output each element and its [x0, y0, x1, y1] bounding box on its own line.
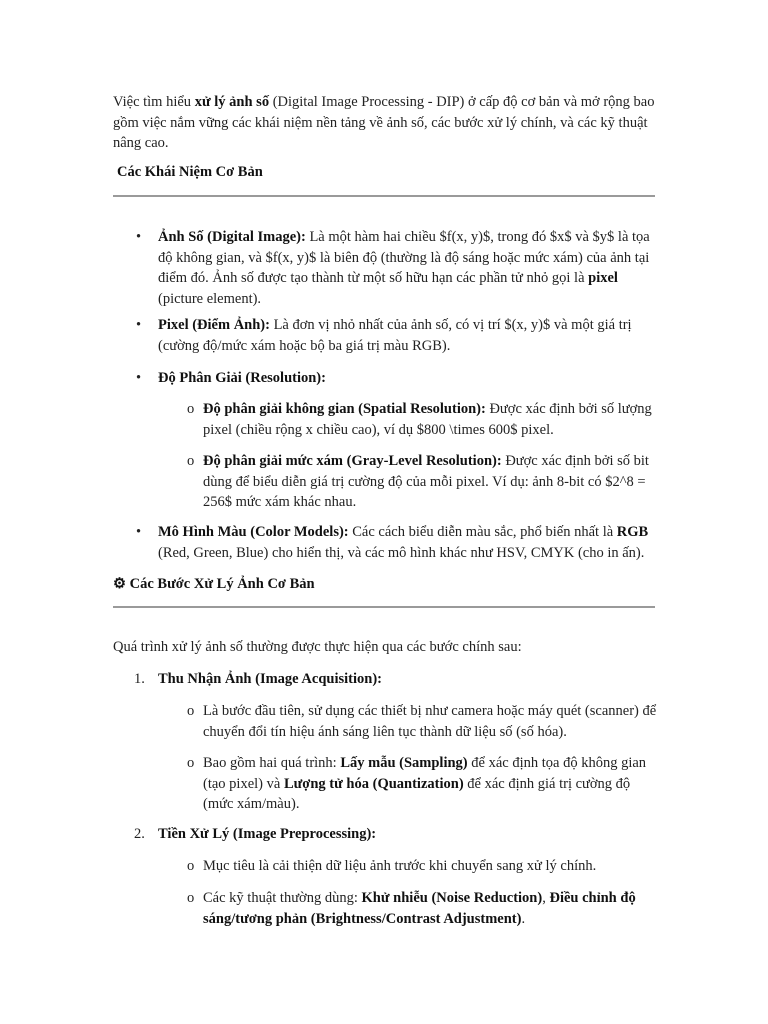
intro-paragraph	[113, 92, 658, 154]
text: (Digital Image Processing - DIP) ở cấp độ cơ bản và mở rộng bao gồm việc nắm vững các khái niệm nền tảng về ảnh số, các bước xử lý chính, và các kỹ thuật nâng cao.	[113, 94, 655, 151]
step-item	[134, 669, 658, 690]
bullet-icon: •	[136, 370, 142, 386]
bold-text: Khử nhiễu (Noise Reduction)	[361, 890, 543, 906]
text: Là đơn vị nhỏ nhất của ảnh số, có vị trí $(x, y)$ và một giá trị (cường độ/mức xám hoặc bộ ba giá trị màu RGB).	[158, 317, 632, 354]
sub-bullet-icon: o	[187, 890, 195, 906]
text: Được xác định bởi số bit dùng để biểu diễn giá trị cường độ của mỗi pixel. Ví dụ: ảnh 8-bit có $2^8 = 256$ mức xám khác nhau.	[203, 453, 649, 510]
text: Bao gồm hai quá trình:	[203, 755, 341, 771]
list-item	[136, 368, 658, 389]
bullet-icon: •	[136, 317, 142, 333]
divider	[113, 195, 655, 197]
sub-list-item	[187, 856, 658, 877]
bold-text: Điều chỉnh độ sáng/tương phản (Brightness/Contrast Adjustment)	[203, 890, 636, 927]
sub-list-item	[187, 399, 658, 440]
text: để xác định giá trị cường độ (mức xám/màu).	[203, 775, 631, 812]
step-item	[134, 824, 658, 845]
bold-text: Độ phân giải không gian (Spatial Resolution):	[203, 401, 486, 417]
sub-bullet-icon: o	[187, 453, 195, 469]
bold-text: Thu Nhận Ảnh (Image Acquisition):	[158, 671, 382, 687]
text: Là một hàm hai chiều $f(x, y)$, trong đó $x$ và $y$ là tọa độ không gian, và $f(x, y)$ là biên độ (thường là độ sáng hoặc mức xám) của ảnh tại điểm đó. Ảnh số được tạo thành từ một số hữu hạn các phần tử nhỏ gọi là	[158, 229, 650, 286]
list-item	[136, 522, 658, 563]
bold-text: Lượng tử hóa (Quantization)	[283, 775, 464, 792]
sub-list-item	[187, 701, 658, 742]
text: Được xác định bởi số lượng pixel (chiều rộng x chiều cao), ví dụ $800 \times 600$ pixel.	[203, 401, 652, 438]
text: (Red, Green, Blue) cho hiển thị, và các mô hình khác như HSV, CMYK (cho in ấn).	[158, 544, 645, 561]
sub-list-item	[187, 888, 658, 929]
sub-bullet-icon: o	[187, 401, 195, 417]
bold-text: Mô Hình Màu (Color Models):	[158, 524, 349, 540]
list-number: 1.	[134, 671, 145, 687]
bold-text: pixel	[588, 270, 618, 286]
sub-bullet-icon: o	[187, 755, 195, 771]
list-item	[136, 315, 658, 356]
text: Mục tiêu là cải thiện dữ liệu ảnh trước khi chuyển sang xử lý chính.	[203, 858, 597, 874]
list-item	[136, 227, 658, 309]
bold-text: Độ phân giải mức xám (Gray-Level Resolution):	[203, 453, 502, 469]
bold-text: RGB	[616, 524, 649, 540]
text: Việc tìm hiểu	[113, 94, 195, 110]
text: Là bước đầu tiên, sử dụng các thiết bị như camera hoặc máy quét (scanner) để chuyển đổi tín hiệu ánh sáng liên tục thành dữ liệu số (số hóa).	[203, 703, 657, 740]
list-number: 2.	[134, 826, 145, 842]
bold-text: Tiền Xử Lý (Image Preprocessing):	[158, 826, 377, 842]
bold-text: xử lý ảnh số	[194, 94, 270, 110]
sub-list-item	[187, 753, 658, 815]
bullet-icon: •	[136, 524, 142, 540]
steps-intro: Quá trình xử lý ảnh số thường được thực hiện qua các bước chính sau:	[113, 639, 522, 655]
text: .	[521, 910, 526, 927]
text: Các cách biểu diễn màu sắc, phổ biến nhất là	[348, 524, 617, 540]
bullet-icon: •	[136, 229, 142, 245]
text: (picture element).	[158, 290, 262, 307]
bold-text: Pixel (Điểm Ảnh):	[158, 317, 270, 333]
sub-bullet-icon: o	[187, 703, 195, 719]
section-heading-concepts: Các Khái Niệm Cơ Bản	[117, 164, 263, 180]
sub-list-item	[187, 451, 658, 513]
bold-text: Độ Phân Giải (Resolution):	[158, 370, 326, 386]
section-heading-steps: ⚙ Các Bước Xử Lý Ảnh Cơ Bản	[113, 576, 315, 592]
divider	[113, 606, 655, 608]
text: Các kỹ thuật thường dùng:	[203, 890, 362, 906]
sub-bullet-icon: o	[187, 858, 195, 874]
bold-text: Ảnh Số (Digital Image):	[158, 229, 306, 245]
bold-text: Lấy mẫu (Sampling)	[340, 755, 468, 771]
text: để xác định tọa độ không gian (tạo pixel) và	[203, 755, 647, 792]
text: ,	[542, 890, 550, 906]
